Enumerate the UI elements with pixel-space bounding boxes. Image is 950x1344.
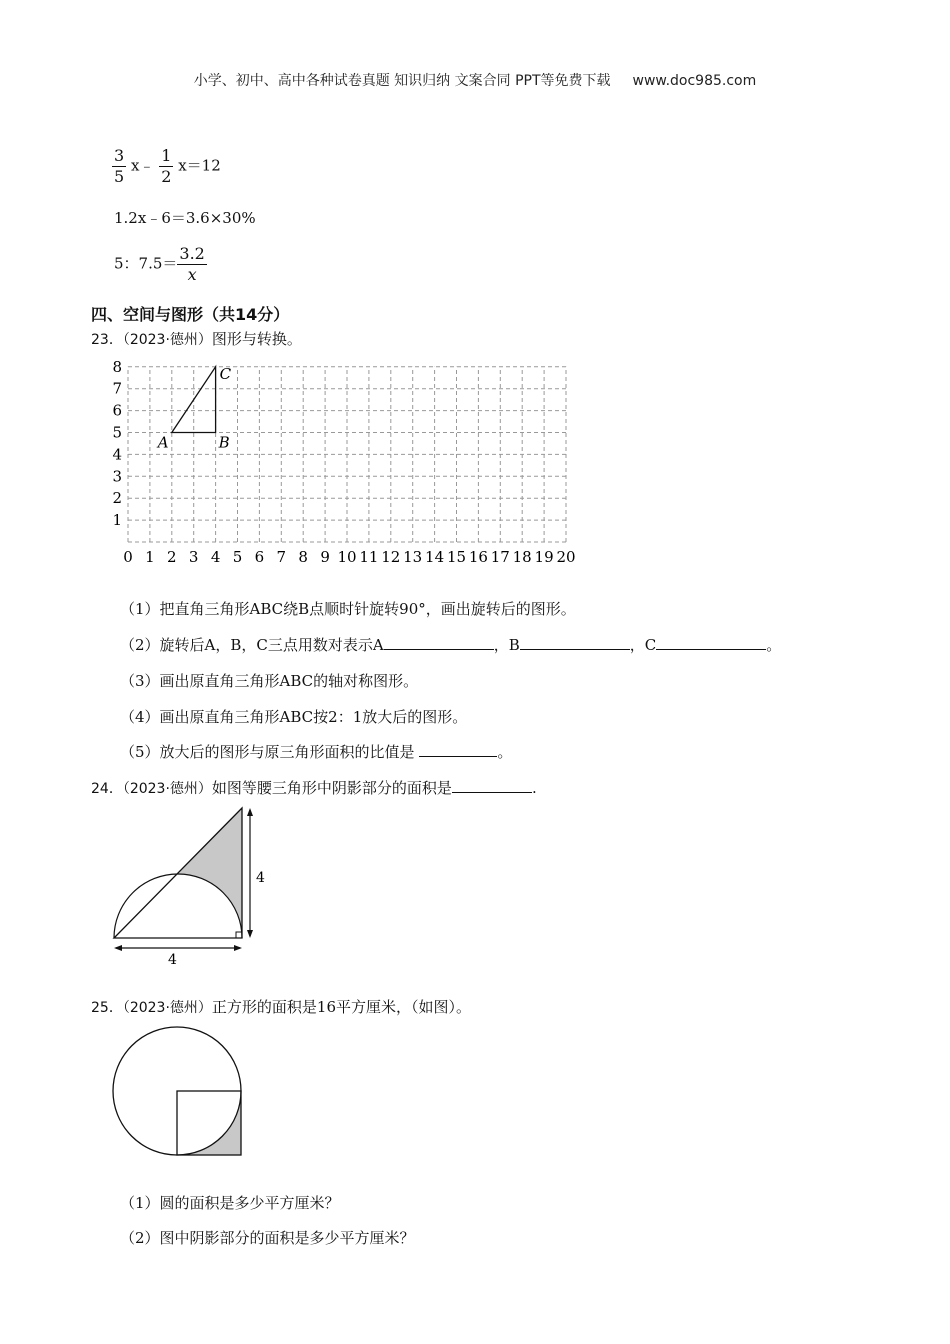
- point-label-b: B: [218, 433, 230, 452]
- sub-text: 。: [766, 636, 782, 654]
- x-tick-label: 17: [490, 548, 510, 566]
- question-text: 正方形的面积是16平方厘米，（如图）。: [211, 998, 472, 1016]
- arrow-head: [247, 808, 253, 816]
- coordinate-grid-figure: [108, 358, 588, 568]
- y-tick-label: 5: [112, 423, 122, 442]
- question-source: （2023·德州）: [122, 332, 212, 348]
- sub-text: ，B: [493, 636, 520, 654]
- y-tick-label: 6: [112, 401, 122, 420]
- fraction-denominator: x: [187, 265, 197, 284]
- x-tick-label: 5: [232, 548, 243, 566]
- x-tick-label: 19: [534, 548, 554, 566]
- y-tick-label: 2: [112, 489, 122, 508]
- question-25: [91, 996, 471, 1017]
- x-tick-label: 1: [145, 548, 155, 566]
- question-text: 图形与转换。: [211, 330, 302, 348]
- question-number: 23．: [91, 332, 123, 348]
- isosceles-triangle-semicircle-figure: [100, 800, 290, 975]
- y-tick-label: 8: [112, 358, 122, 376]
- x-tick-label: 11: [359, 548, 379, 566]
- question-number: 25．: [91, 1000, 123, 1016]
- question-text: .: [531, 779, 537, 797]
- arrow-head: [234, 945, 242, 951]
- base-label: 4: [168, 952, 177, 968]
- equation-2: 1.2x﹣6＝3.6×30%: [114, 209, 256, 227]
- x-tick-label: 0: [123, 548, 133, 566]
- equation-1: [112, 146, 221, 187]
- shaded-region: [178, 808, 242, 938]
- q23-sub2: [120, 634, 781, 655]
- sub-text: （5）放大后的图形与原三角形面积的比值是: [120, 743, 415, 761]
- arrow-head: [247, 930, 253, 938]
- fraction-numerator: 3: [114, 146, 125, 165]
- grid-lines: [128, 364, 566, 542]
- x-tick-label: 7: [276, 548, 287, 566]
- x-tick-label: 14: [425, 548, 445, 566]
- fraction-1-2: [159, 146, 173, 187]
- q23-sub1: （1）把直角三角形ABC绕B点顺时针旋转90°，画出旋转后的图形。: [120, 600, 576, 618]
- equation-text: 5：7.5＝: [114, 254, 178, 273]
- sub-text: ，C: [629, 636, 657, 654]
- arrow-head: [114, 945, 122, 951]
- y-axis-ticks: [112, 358, 122, 529]
- y-tick-label: 1: [112, 511, 122, 530]
- answer-blank-area[interactable]: [452, 778, 532, 793]
- q25-sub1: （1）圆的面积是多少平方厘米？: [120, 1194, 340, 1212]
- x-tick-label: 13: [403, 548, 423, 566]
- x-tick-label: 12: [381, 548, 401, 566]
- x-tick-label: 20: [556, 548, 576, 566]
- point-label-a: A: [157, 433, 169, 452]
- question-number: 24．: [91, 781, 123, 797]
- fraction-denominator: 2: [161, 167, 172, 186]
- page-header: [0, 70, 950, 90]
- y-tick-label: 4: [112, 445, 122, 464]
- x-tick-label: 16: [468, 548, 488, 566]
- question-text: 如图等腰三角形中阴影部分的面积是: [211, 779, 452, 797]
- q23-sub3: （3）画出原直角三角形ABC的轴对称图形。: [120, 672, 419, 690]
- x-tick-label: 8: [298, 548, 308, 566]
- q25-sub2: （2）图中阴影部分的面积是多少平方厘米？: [120, 1229, 415, 1247]
- equation-text: x﹣: [130, 156, 155, 175]
- answer-blank-b[interactable]: [520, 635, 630, 650]
- q23-sub4: （4）画出原直角三角形ABC按2：1放大后的图形。: [120, 708, 468, 726]
- equation-text: x＝12: [178, 156, 221, 175]
- fraction-numerator: 3.2: [179, 244, 205, 263]
- question-24: [91, 777, 537, 798]
- q23-sub5: [120, 741, 512, 762]
- fraction-numerator: 1: [161, 146, 172, 165]
- fraction-denominator: 5: [114, 167, 125, 186]
- header-site-link[interactable]: www.doc985.com: [632, 73, 757, 89]
- question-23: [91, 328, 302, 349]
- section-title: 四、空间与图形（共14分）: [91, 305, 290, 324]
- x-tick-label: 9: [320, 548, 330, 566]
- answer-blank-a[interactable]: [384, 635, 494, 650]
- question-source: （2023·德州）: [122, 781, 212, 797]
- equation-3: [114, 244, 207, 285]
- y-tick-label: 3: [112, 467, 122, 486]
- answer-blank-c[interactable]: [656, 635, 766, 650]
- point-label-c: C: [219, 364, 232, 383]
- x-axis-ticks: [123, 548, 575, 566]
- fraction-3-5: [112, 146, 126, 187]
- x-tick-label: 18: [512, 548, 532, 566]
- x-tick-label: 15: [446, 548, 467, 566]
- question-source: （2023·德州）: [122, 1000, 212, 1016]
- x-tick-label: 3: [188, 548, 199, 566]
- x-tick-label: 4: [210, 548, 221, 566]
- right-angle-mark: [236, 932, 242, 938]
- x-tick-label: 2: [167, 548, 177, 566]
- fraction-3.2-x: [177, 244, 206, 285]
- height-label: 4: [256, 870, 265, 886]
- answer-blank-ratio[interactable]: [419, 742, 497, 757]
- x-tick-label: 10: [337, 548, 357, 566]
- shaded-region: [177, 1091, 241, 1155]
- sub-text: 。: [497, 743, 513, 761]
- header-text: 小学、初中、高中各种试卷真题 知识归纳 文案合同 PPT等免费下载: [193, 73, 611, 89]
- sub-text: （2）旋转后A，B，C三点用数对表示A: [120, 636, 384, 654]
- circle-square-figure: [105, 1025, 255, 1165]
- y-tick-label: 7: [112, 379, 122, 398]
- x-tick-label: 6: [254, 548, 265, 566]
